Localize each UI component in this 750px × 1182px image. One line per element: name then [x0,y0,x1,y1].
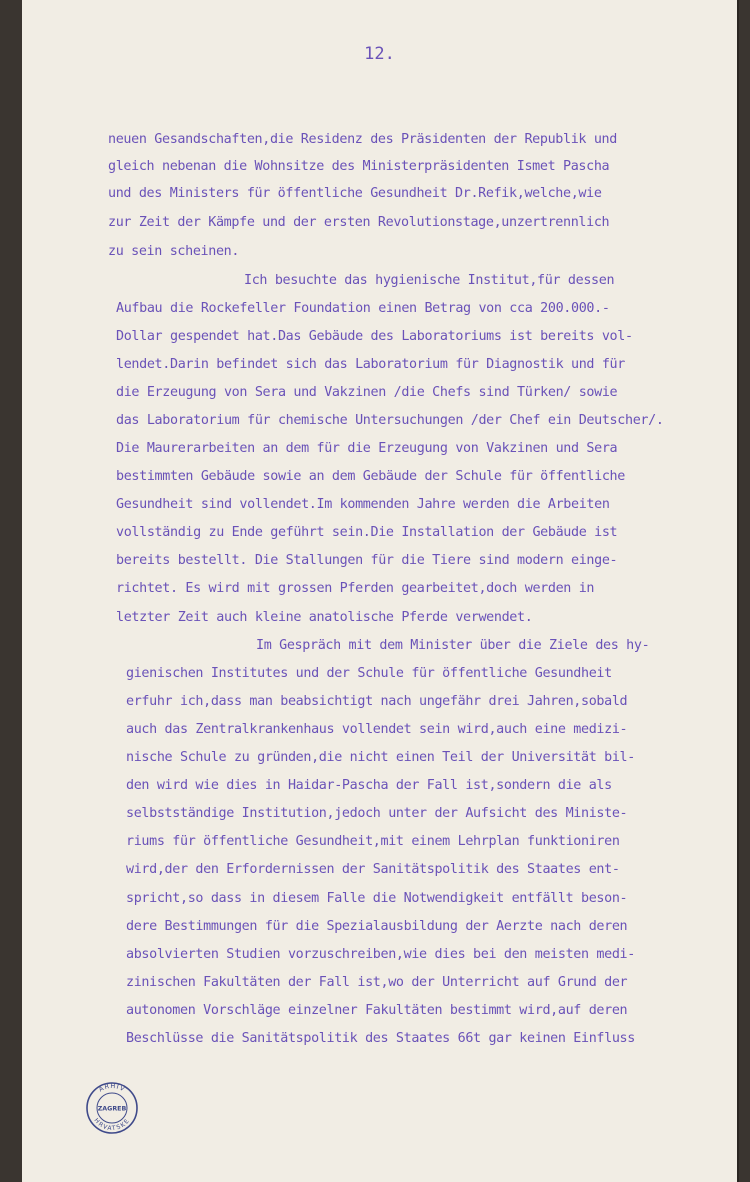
text-line: Beschlüsse die Sanitätspolitik des Staates 66t gar keinen Einfluss [126,1031,635,1046]
text-line: gienischen Institutes und der Schule für öffentliche Gesundheit [126,666,612,681]
text-line: bestimmten Gebäude sowie an dem Gebäude der Schule für öffentliche [116,469,625,484]
document-page [22,0,737,1182]
page-number: 12. [364,44,395,64]
text-line: das Laboratorium für chemische Untersuchungen /der Chef ein Deutscher/. [116,413,664,428]
text-line: auch das Zentralkrankenhaus vollendet sein wird,auch eine medizi- [126,722,628,737]
text-line: Im Gespräch mit dem Minister über die Ziele des hy- [256,638,650,653]
text-line: wird,der den Erfordernissen der Sanitätspolitik des Staates ent- [126,862,620,877]
text-line: Gesundheit sind vollendet.Im kommenden Jahre werden die Arbeiten [116,497,610,512]
text-line: riums für öffentliche Gesundheit,mit einem Lehrplan funktioniren [126,834,620,849]
text-line: gleich nebenan die Wohnsitze des Ministerpräsidenten Ismet Pascha [108,159,610,174]
text-line: bereits bestellt. Die Stallungen für die Tiere sind modern einge- [116,553,618,568]
text-line: lendet.Darin befindet sich das Laboratorium für Diagnostik und für [116,357,625,372]
text-line: Die Maurerarbeiten an dem für die Erzeugung von Vakzinen und Sera [116,441,618,456]
text-line: Dollar gespendet hat.Das Gebäude des Laboratoriums ist bereits vol- [116,329,633,344]
text-line: zu sein scheinen. [108,244,240,259]
text-line: Aufbau die Rockefeller Foundation einen Betrag von cca 200.000.- [116,301,610,316]
text-line: zur Zeit der Kämpfe und der ersten Revolutionstage,unzertrennlich [108,215,610,230]
text-line: vollständig zu Ende geführt sein.Die Installation der Gebäude ist [116,525,618,540]
text-line: die Erzeugung von Sera und Vakzinen /die Chefs sind Türken/ sowie [116,385,618,400]
svg-text:ZAGREB: ZAGREB [97,1105,127,1113]
text-line: erfuhr ich,dass man beabsichtigt nach ungefähr drei Jahren,sobald [126,694,628,709]
text-line: neuen Gesandschaften,die Residenz des Präsidenten der Republik und [108,132,617,147]
text-line: dere Bestimmungen für die Spezialausbildung der Aerzte nach deren [126,919,628,934]
text-line: den wird wie dies in Haidar-Pascha der Fall ist,sondern die als [126,778,612,793]
text-line: Ich besuchte das hygienische Institut,für dessen [244,273,615,288]
svg-text:ARHIV: ARHIV [97,1081,127,1094]
text-line: richtet. Es wird mit grossen Pferden gearbeitet,doch werden in [116,581,595,596]
text-line: und des Ministers für öffentliche Gesundheit Dr.Refik,welche,wie [108,186,602,201]
text-line: nische Schule zu gründen,die nicht einen Teil der Universität bil- [126,750,635,765]
text-line: spricht,so dass in diesem Falle die Notwendigkeit entfällt beson- [126,891,628,906]
text-line: selbstständige Institution,jedoch unter der Aufsicht des Ministe- [126,806,628,821]
text-line: absolvierten Studien vorzuschreiben,wie dies bei den meisten medi- [126,947,635,962]
svg-text:HRVATSKE: HRVATSKE [92,1117,132,1133]
text-line: letzter Zeit auch kleine anatolische Pferde verwendet. [116,610,533,625]
text-line: zinischen Fakultäten der Fall ist,wo der Unterricht auf Grund der [126,975,628,990]
archive-stamp [84,1080,140,1136]
text-line: autonomen Vorschläge einzelner Fakultäten bestimmt wird,auf deren [126,1003,628,1018]
